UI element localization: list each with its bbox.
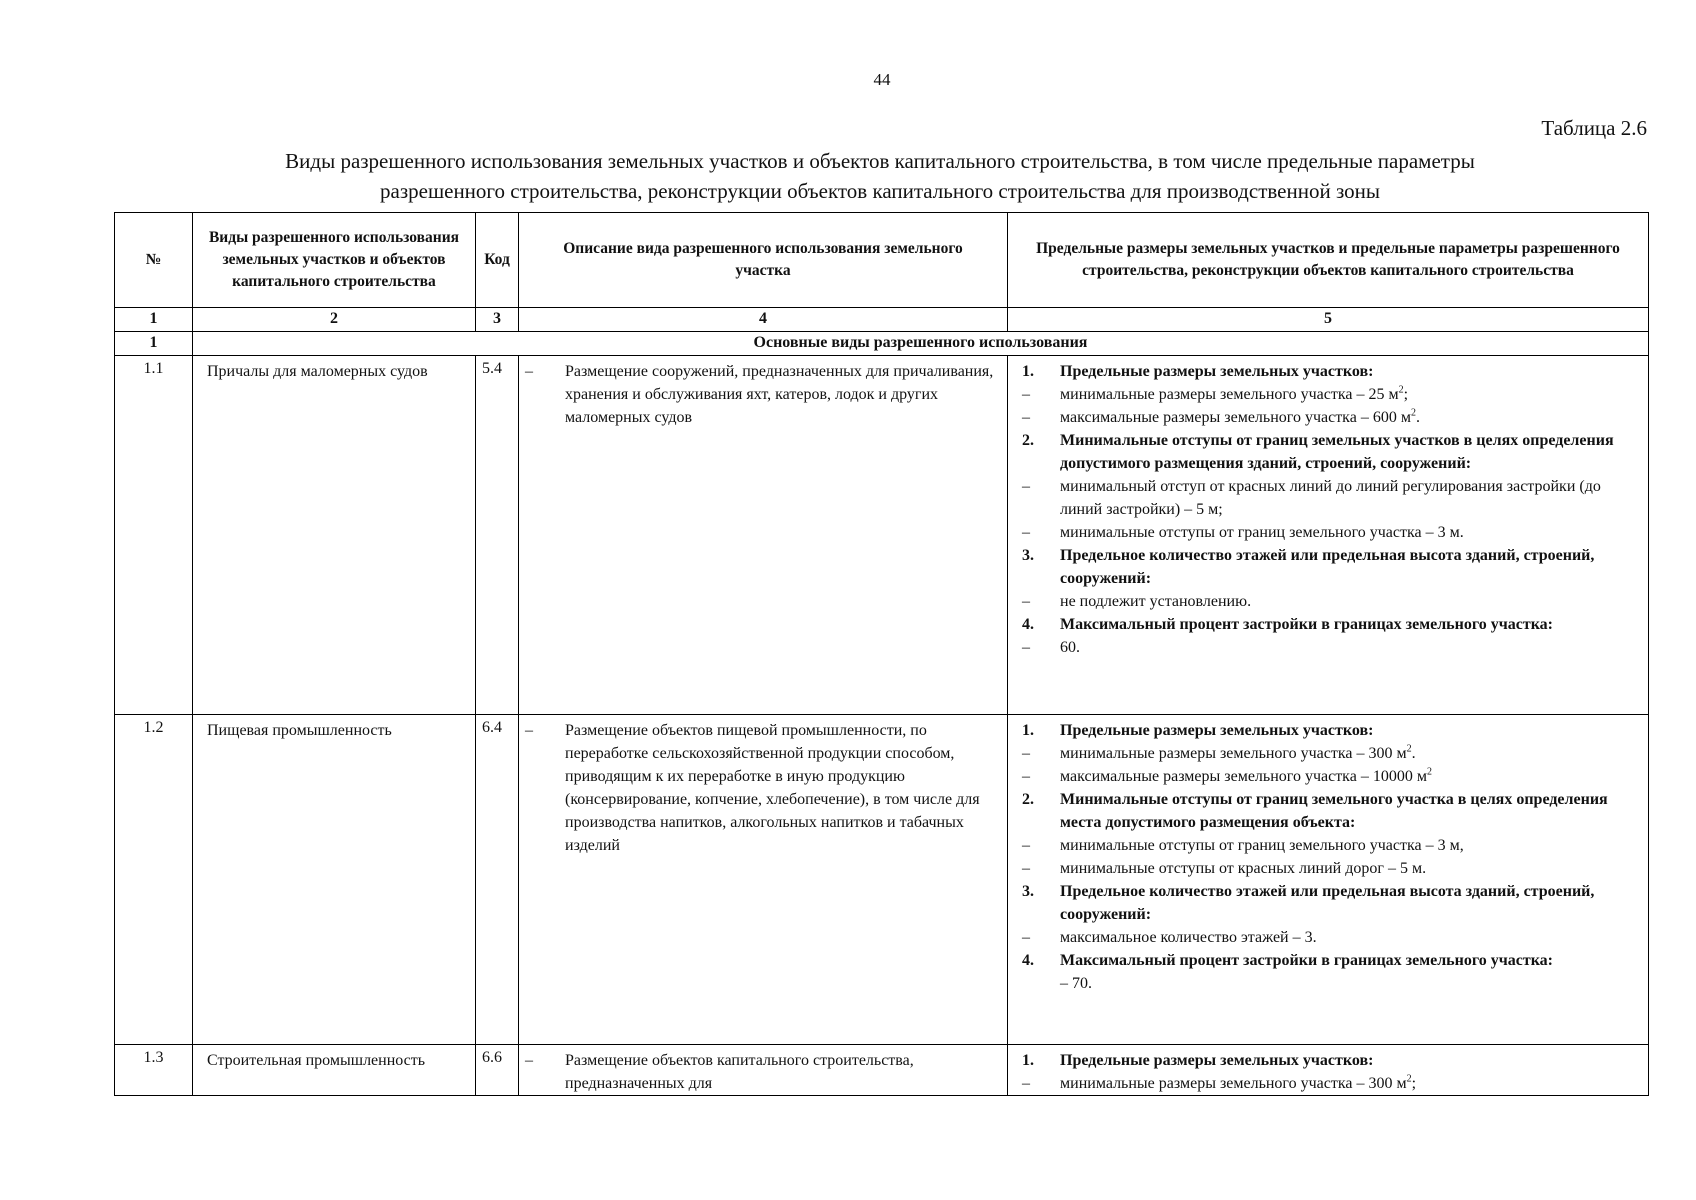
parameter-text-main: максимальные размеры земельного участка – 10000 м (1060, 768, 1427, 785)
column-number: 1 (115, 308, 193, 332)
description-text: Размещение сооружений, предназначенных для причаливания, хранения и обслуживания яхт, катеров, лодок и других маломерных судов (565, 363, 994, 426)
parameter-marker: – (1022, 593, 1030, 610)
parameter-marker: – (1022, 837, 1030, 854)
parameter-marker: – (1022, 745, 1030, 762)
row-parameters (1008, 1045, 1649, 1096)
parameter-text-main: не подлежит установлению. (1060, 593, 1252, 610)
parameter-text-tail: ; (1411, 1075, 1417, 1092)
parameter-text (1060, 613, 1553, 636)
row-use-name: Строительная промышленность (193, 1045, 476, 1096)
parameter-heading (1022, 719, 1642, 742)
column-number: 4 (519, 308, 1008, 332)
row-code: 5.4 (476, 356, 519, 715)
parameter-text-main: Минимальные отступы от границ земельного участка в целях определения места допустимого размещения объекта: (1060, 791, 1608, 831)
parameter-item (1022, 475, 1642, 521)
row-description (519, 715, 1008, 1045)
row-use-name: Причалы для маломерных судов (193, 356, 476, 715)
parameter-text-main: минимальные размеры земельного участка – 300 м (1060, 1075, 1407, 1092)
row-description (519, 1045, 1008, 1096)
parameter-text-main: минимальный отступ от красных линий до линий регулирования застройки (до линий застройки) – 5 м; (1060, 478, 1601, 518)
parameter-text (1060, 383, 1408, 406)
parameter-item (1022, 834, 1642, 857)
parameter-marker: 1. (1022, 722, 1034, 739)
parameter-text (1060, 926, 1317, 949)
parameter-item (1022, 406, 1642, 429)
parameter-text-main: Максимальный процент застройки в границах земельного участка: (1060, 616, 1553, 633)
parameter-marker: – (1022, 524, 1030, 541)
parameter-item (1022, 765, 1642, 788)
row-code: 6.4 (476, 715, 519, 1045)
parameter-item (1022, 590, 1642, 613)
parameter-text (1060, 765, 1432, 788)
parameter-item (1022, 521, 1642, 544)
table-title-line-2: разрешенного строительства, реконструкции объектов капитального строительства для производственной зоны (380, 179, 1380, 203)
description-dash: – (525, 363, 533, 380)
parameter-marker: 4. (1022, 616, 1034, 633)
row-parameters (1008, 715, 1649, 1045)
parameter-marker: – (1022, 386, 1030, 403)
parameter-marker: – (1022, 929, 1030, 946)
header-row (115, 213, 1649, 308)
parameter-text-main: минимальные размеры земельного участка – 25 м (1060, 386, 1399, 403)
parameter-text-main: минимальные отступы от границ земельного участка – 3 м, (1060, 837, 1464, 854)
row-number: 1.1 (115, 356, 193, 715)
parameter-text (1060, 475, 1642, 521)
parameter-marker: 2. (1022, 791, 1034, 808)
parameter-item (1022, 972, 1642, 995)
unit-superscript: 2 (1406, 743, 1412, 755)
description-text: Размещение объектов капитального строительства, предназначенных для (565, 1052, 914, 1092)
parameter-text (1060, 406, 1420, 429)
unit-superscript: 2 (1426, 766, 1432, 778)
parameter-text-main: Предельное количество этажей или предельная высота зданий, строений, сооружений: (1060, 883, 1595, 923)
parameter-text-main: минимальные отступы от красных линий дорог – 5 м. (1060, 860, 1427, 877)
parameter-text (1060, 521, 1464, 544)
parameter-item (1022, 857, 1642, 880)
zoning-table (114, 212, 1649, 1096)
parameter-text-main: минимальные размеры земельного участка – 300 м (1060, 745, 1407, 762)
row-use-name: Пищевая промышленность (193, 715, 476, 1045)
parameter-text (1060, 719, 1373, 742)
header-name: Виды разрешенного использования земельных участков и объектов капитального строительства (193, 213, 476, 308)
table-row (115, 1045, 1649, 1096)
parameter-item (1022, 742, 1642, 765)
column-number: 5 (1008, 308, 1649, 332)
parameter-heading (1022, 880, 1642, 926)
description-dash: – (525, 722, 533, 739)
table-title-line-1: Виды разрешенного использования земельных участков и объектов капитального строительства, в том числе предельные параметры (285, 149, 1475, 173)
parameter-text-main: Предельное количество этажей или предельная высота зданий, строений, сооружений: (1060, 547, 1595, 587)
parameter-text (1060, 544, 1642, 590)
parameter-heading (1022, 949, 1642, 972)
parameter-text (1060, 1072, 1416, 1095)
description-text: Размещение объектов пищевой промышленности, по переработке сельскохозяйственной продукции способом, приводящим к их переработке в иную продукцию (консервирование, копчение, хлебопечение), в том числе для производства напитков, алкогольных напитков и табачных изделий (565, 722, 980, 854)
parameter-text-main: Предельные размеры земельных участков: (1060, 1052, 1374, 1069)
parameter-text-tail: . (1415, 409, 1420, 426)
parameter-heading (1022, 788, 1642, 834)
table-row (115, 715, 1649, 1045)
parameter-marker: – (1022, 409, 1030, 426)
header-params: Предельные размеры земельных участков и предельные параметры разрешенного строительства, реконструкции объектов капитального строительства (1008, 213, 1649, 308)
row-number: 1.3 (115, 1045, 193, 1096)
row-description (519, 356, 1008, 715)
parameter-marker: 3. (1022, 883, 1034, 900)
header-desc: Описание вида разрешенного использования земельного участка (519, 213, 1008, 308)
parameter-text (1060, 1049, 1373, 1072)
parameter-text (1060, 742, 1416, 765)
parameter-text-main: Минимальные отступы от границ земельных участков в целях определения допустимого размещения зданий, строений, сооружений: (1060, 432, 1614, 472)
header-code: Код (476, 213, 519, 308)
parameter-text (1060, 429, 1642, 475)
row-number: 1.2 (115, 715, 193, 1045)
row-code: 6.6 (476, 1045, 519, 1096)
parameter-text-main: максимальное количество этажей – 3. (1060, 929, 1317, 946)
parameter-marker: – (1022, 860, 1030, 877)
column-number: 3 (476, 308, 519, 332)
parameter-text-main: максимальные размеры земельного участка – 600 м (1060, 409, 1411, 426)
table-label: Таблица 2.6 (1541, 116, 1647, 140)
parameter-text-tail: . (1411, 745, 1416, 762)
unit-superscript: 2 (1406, 1073, 1412, 1085)
parameter-heading (1022, 1049, 1642, 1072)
section-title: Основные виды разрешенного использования (193, 332, 1649, 356)
parameter-heading (1022, 613, 1642, 636)
table-title (150, 146, 1610, 206)
parameter-heading (1022, 429, 1642, 475)
parameter-text (1060, 972, 1092, 995)
parameter-text-main: Максимальный процент застройки в границах земельного участка: (1060, 952, 1553, 969)
parameter-text-main: Предельные размеры земельных участков: (1060, 363, 1374, 380)
column-numbers-row (115, 308, 1649, 332)
parameter-text-main: 60. (1060, 639, 1080, 656)
page-number: 44 (873, 70, 891, 89)
parameter-marker: – (1022, 768, 1030, 785)
parameter-marker: 1. (1022, 363, 1034, 380)
parameter-text (1060, 949, 1553, 972)
parameter-text (1060, 834, 1464, 857)
parameter-heading (1022, 544, 1642, 590)
parameter-text-main: Предельные размеры земельных участков: (1060, 722, 1374, 739)
parameter-text (1060, 360, 1373, 383)
row-parameters (1008, 356, 1649, 715)
parameter-item (1022, 926, 1642, 949)
parameter-heading (1022, 360, 1642, 383)
parameter-text (1060, 857, 1426, 880)
parameter-marker: – (1022, 478, 1030, 495)
parameter-text-main: – 70. (1060, 975, 1092, 992)
parameter-text-main: минимальные отступы от границ земельного участка – 3 м. (1060, 524, 1464, 541)
unit-superscript: 2 (1410, 407, 1416, 419)
parameter-marker: 4. (1022, 952, 1034, 969)
column-number: 2 (193, 308, 476, 332)
unit-superscript: 2 (1398, 384, 1404, 396)
table-row (115, 356, 1649, 715)
parameter-marker: 1. (1022, 1052, 1034, 1069)
section-row (115, 332, 1649, 356)
parameter-text (1060, 788, 1642, 834)
description-dash: – (525, 1052, 533, 1069)
parameter-text-tail: ; (1403, 386, 1409, 403)
parameter-item (1022, 383, 1642, 406)
parameter-marker: – (1022, 1075, 1030, 1092)
parameter-item (1022, 1072, 1642, 1095)
parameter-marker: 2. (1022, 432, 1034, 449)
parameter-text (1060, 880, 1642, 926)
parameter-marker (1022, 972, 1060, 995)
header-no: № (115, 213, 193, 308)
parameter-text (1060, 590, 1251, 613)
parameter-marker: – (1022, 639, 1030, 656)
parameter-marker: 3. (1022, 547, 1034, 564)
section-number: 1 (115, 332, 193, 356)
parameter-item (1022, 636, 1642, 659)
parameter-text (1060, 636, 1080, 659)
